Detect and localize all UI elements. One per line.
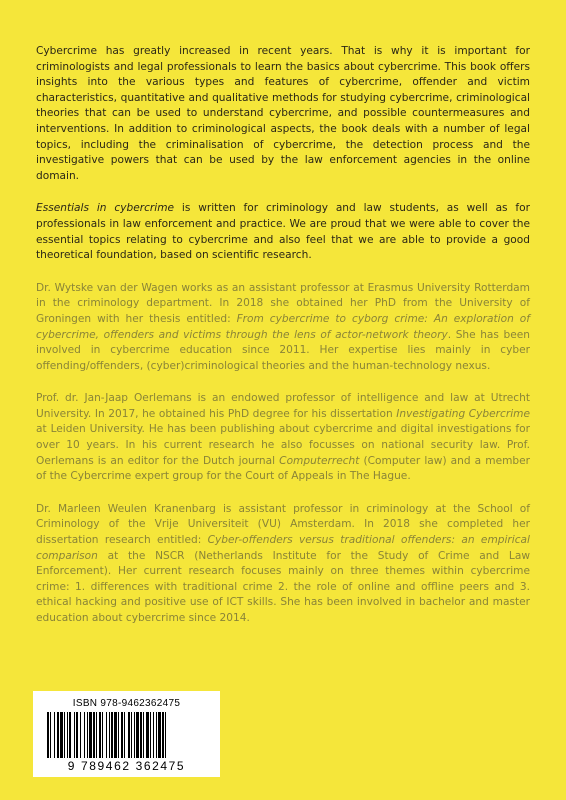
bio-van-der-wagen [36, 281, 530, 375]
dissertation-title-2: Cyber-offenders versus traditional offenders: an empirical comparison [36, 534, 530, 562]
barcode-digits: 9 789462 362475 [67, 759, 186, 773]
thesis-title: From cybercrime to cyborg crime: An exploration of cybercrime, offenders and victims through the lens of actor-network theory [36, 312, 530, 341]
bio-weulen-text: Dr. Marleen Weulen Kranenbarg is assistant professor in criminology at the School of Criminology of the Vrije Universiteit (VU) Amsterdam. In 2018 she completed her dissertation research entitled: [36, 502, 530, 547]
intro-paragraph-2 [36, 201, 530, 263]
barcode-panel [33, 691, 220, 777]
book-title: Essentials in cybercrime [36, 202, 175, 215]
bio-oerlemans-text-3: (Computer law) and a member of the Cybercrime expert group for the Court of Appeals in The Hague. [36, 454, 531, 483]
bio-van-der-wagen-text: Dr. Wytske van der Wagen works as an assistant professor at Erasmus University Rotterdam in the criminology department. In 2018 she obtained her PhD from the University of Groningen with her thesis entitled: [36, 281, 530, 325]
isbn-label: ISBN 978-9462362475 [72, 698, 181, 709]
bio-oerlemans [36, 391, 530, 485]
bio-oerlemans-text-2: at Leiden University. He has been publishing about cybercrime and digital investigations for over 10 years. In his current research he also focusses on national security law. Prof. Oerlemans is an editor for the Dutch journal [36, 423, 530, 467]
bio-van-der-wagen-text-2: . She has been involved in cybercrime education since 2011. Her expertise lies mainly in cyber offending/offenders, (cyber)criminological theories and the human-technology nexus. [36, 328, 530, 372]
intro-paragraph-2-text: is written for criminology and law students, as well as for professionals in law enforcement and practice. We are proud that we were able to cover the essential topics relating to cybercrime and also feel that we are able to provide a good theoretical foundation, based on scientific research. [36, 202, 530, 262]
dissertation-title: Investigating Cybercrime [396, 407, 530, 420]
intro-paragraph-1: Cybercrime has greatly increased in recent years. That is why it is important for criminologists and legal professionals to learn the basics about cybercrime. This book offers insights into the various types and features of cybercrime, offender and victim characteristics, quantitative and qualitative methods for studying cybercrime, criminological theories that can be used to understand cybercrime, and possible countermeasures and interventions. In addition to criminological aspects, the book deals with a number of legal topics, including the criminalisation of cybercrime, the detection process and the investigative powers that can be used by the law enforcement agencies in the online domain. [36, 45, 530, 182]
bio-weulen-text-2: at the NSCR (Netherlands Institute for the Study of Crime and Law Enforcement). Her current research focuses mainly on three themes within cybercrime crime: 1. differences with traditional crime 2. the role of online and offline peers and 3. ethical hacking and positive use of ICT skills. She has been involved in bachelor and master education about cybercrime since 2014. [36, 549, 530, 624]
bio-weulen-kranenbarg [36, 502, 530, 627]
journal-title: Computerrecht [279, 454, 360, 467]
barcode-icon [45, 712, 209, 758]
bio-oerlemans-text: Prof. dr. Jan-Jaap Oerlemans is an endowed professor of intelligence and law at Utrecht University. In 2017, he obtained his PhD degree for his dissertation [36, 392, 530, 420]
back-cover-text [36, 44, 530, 644]
